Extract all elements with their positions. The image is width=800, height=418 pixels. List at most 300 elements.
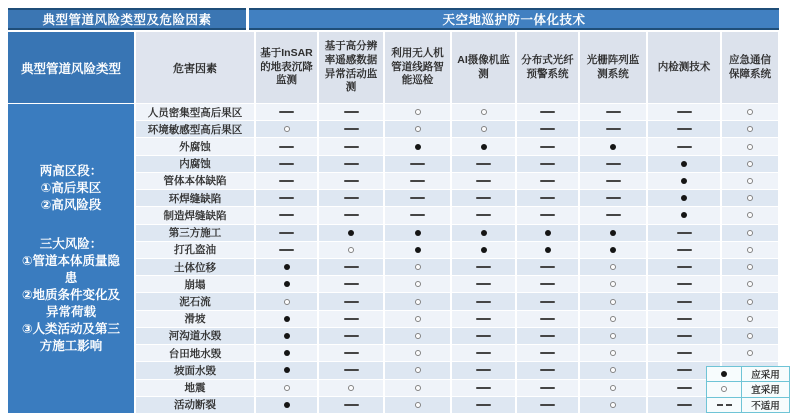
symbol-ring-icon xyxy=(415,350,421,356)
symbol-dash-icon xyxy=(540,111,555,113)
matrix-cell xyxy=(385,259,450,275)
matrix-cell xyxy=(722,156,778,172)
hazard-row xyxy=(136,380,778,397)
legend-symbol xyxy=(707,398,742,412)
matrix-cell xyxy=(452,311,515,327)
symbol-ring-icon xyxy=(610,333,616,339)
matrix-cell xyxy=(517,345,578,361)
matrix-cell xyxy=(580,121,646,137)
tech-column-header: 内检测技术 xyxy=(648,32,720,103)
matrix-cell xyxy=(256,276,317,292)
matrix-cell xyxy=(517,242,578,258)
symbol-dash-icon xyxy=(410,197,425,199)
matrix-cell xyxy=(452,242,515,258)
matrix-cell xyxy=(517,380,578,396)
matrix-cell xyxy=(580,190,646,206)
symbol-dash-icon xyxy=(476,214,491,216)
symbol-dash-icon xyxy=(344,266,359,268)
hazard-factor-label: 制造焊缝缺陷 xyxy=(136,207,254,223)
matrix-cell xyxy=(385,397,450,413)
symbol-dash-icon xyxy=(540,214,555,216)
legend-row xyxy=(707,398,789,412)
matrix-cell xyxy=(517,138,578,154)
matrix-cell xyxy=(722,276,778,292)
matrix-cell xyxy=(452,173,515,189)
legend-dot-icon xyxy=(721,371,727,377)
hazard-row xyxy=(136,259,778,276)
symbol-dash-icon xyxy=(606,111,621,113)
symbol-dash-icon xyxy=(344,335,359,337)
symbol-dash-icon xyxy=(677,232,692,234)
matrix-cell xyxy=(517,121,578,137)
symbol-dash-icon xyxy=(540,318,555,320)
symbol-dash-icon xyxy=(344,197,359,199)
hazard-factor-label: 内腐蚀 xyxy=(136,156,254,172)
matrix-cell xyxy=(722,259,778,275)
symbol-dash-icon xyxy=(677,146,692,148)
symbol-dot-icon xyxy=(284,333,290,339)
header-bar-integrated-technology-label: 天空地巡护防一体化技术 xyxy=(442,13,586,27)
symbol-dot-icon xyxy=(415,144,421,150)
symbol-dash-icon xyxy=(344,369,359,371)
symbol-ring-icon xyxy=(415,264,421,270)
risk-type-sidebar xyxy=(8,104,134,413)
symbol-ring-icon xyxy=(481,109,487,115)
matrix-cell xyxy=(722,121,778,137)
symbol-dot-icon xyxy=(284,281,290,287)
sidebar-section-title: 两高区段： xyxy=(39,163,103,178)
matrix-cell xyxy=(319,121,383,137)
matrix-cell xyxy=(648,207,720,223)
hazard-row xyxy=(136,242,778,259)
matrix-cell xyxy=(319,380,383,396)
matrix-cell xyxy=(452,225,515,241)
symbol-dash-icon xyxy=(606,128,621,130)
matrix-cell xyxy=(580,104,646,120)
symbol-dash-icon xyxy=(677,111,692,113)
sidebar-section xyxy=(17,236,125,355)
symbol-ring-icon xyxy=(747,230,753,236)
symbol-dot-icon xyxy=(481,247,487,253)
symbol-dash-icon xyxy=(476,352,491,354)
matrix-cell xyxy=(648,156,720,172)
tech-column-header: 基于高分辨率遥感数据异常活动监测 xyxy=(319,32,383,103)
symbol-ring-icon xyxy=(415,402,421,408)
symbol-dash-icon xyxy=(476,180,491,182)
symbol-ring-icon xyxy=(415,316,421,322)
symbol-dash-icon xyxy=(344,180,359,182)
symbol-dash-icon xyxy=(677,404,692,406)
legend-symbol xyxy=(707,382,742,396)
symbol-dash-icon xyxy=(540,301,555,303)
symbol-dash-icon xyxy=(476,266,491,268)
sidebar-item: ①管道本体质量隐患 xyxy=(21,253,121,285)
symbol-dash-icon xyxy=(540,387,555,389)
symbol-dot-icon xyxy=(415,247,421,253)
matrix-cell xyxy=(517,362,578,378)
symbol-dot-icon xyxy=(610,230,616,236)
matrix-cell xyxy=(517,397,578,413)
symbol-dash-icon xyxy=(279,180,294,182)
matrix-cell xyxy=(517,311,578,327)
symbol-dash-icon xyxy=(540,335,555,337)
hazard-factor-label: 环境敏感型高后果区 xyxy=(136,121,254,137)
symbol-dot-icon xyxy=(681,161,687,167)
symbol-dash-icon xyxy=(279,214,294,216)
symbol-dot-icon xyxy=(284,316,290,322)
hazard-factor-label: 环焊缝缺陷 xyxy=(136,190,254,206)
symbol-dash-icon xyxy=(476,369,491,371)
legend-ddash-icon xyxy=(717,404,732,406)
hazard-factor-label: 人员密集型高后果区 xyxy=(136,104,254,120)
hazard-row xyxy=(136,276,778,293)
legend-label: 不适用 xyxy=(751,400,780,412)
matrix-cell xyxy=(256,190,317,206)
sidebar-section xyxy=(17,163,125,214)
legend-row xyxy=(707,367,789,382)
matrix-cell xyxy=(452,397,515,413)
symbol-ring-icon xyxy=(415,333,421,339)
matrix-cell xyxy=(319,397,383,413)
matrix-cell xyxy=(319,293,383,309)
matrix-cell xyxy=(517,293,578,309)
symbol-dash-icon xyxy=(476,163,491,165)
symbol-dash-icon xyxy=(344,111,359,113)
symbol-ring-icon xyxy=(284,126,290,132)
symbol-dot-icon xyxy=(610,144,616,150)
symbol-dash-icon xyxy=(677,249,692,251)
hazard-factor-label: 打孔盗油 xyxy=(136,242,254,258)
matrix-cell xyxy=(385,225,450,241)
hazard-factor-label: 土体位移 xyxy=(136,259,254,275)
matrix-cell xyxy=(452,276,515,292)
hazard-row xyxy=(136,156,778,173)
hazard-row xyxy=(136,207,778,224)
matrix-cell xyxy=(385,121,450,137)
matrix-cell xyxy=(385,138,450,154)
symbol-ring-icon xyxy=(481,126,487,132)
symbol-legend xyxy=(706,366,790,413)
matrix-cell xyxy=(580,225,646,241)
symbol-ring-icon xyxy=(747,161,753,167)
matrix-cell xyxy=(256,156,317,172)
symbol-dash-icon xyxy=(476,404,491,406)
symbol-dash-icon xyxy=(677,352,692,354)
matrix-cell xyxy=(722,173,778,189)
symbol-ring-icon xyxy=(415,126,421,132)
sidebar-item: ①高后果区 xyxy=(40,180,102,195)
matrix-cell xyxy=(517,207,578,223)
symbol-ring-icon xyxy=(348,385,354,391)
tech-column-header: 分布式光纤预警系统 xyxy=(517,32,578,103)
matrix-cell xyxy=(648,173,720,189)
symbol-dash-icon xyxy=(344,301,359,303)
symbol-dash-icon xyxy=(410,163,425,165)
hazard-row xyxy=(136,345,778,362)
symbol-ring-icon xyxy=(284,385,290,391)
symbol-ring-icon xyxy=(747,144,753,150)
symbol-ring-icon xyxy=(415,385,421,391)
hazard-factor-label: 泥石流 xyxy=(136,293,254,309)
symbol-dot-icon xyxy=(545,247,551,253)
symbol-dash-icon xyxy=(540,163,555,165)
hazard-factor-label: 地震 xyxy=(136,380,254,396)
matrix-cell xyxy=(722,138,778,154)
symbol-dash-icon xyxy=(279,232,294,234)
matrix-cell xyxy=(256,328,317,344)
symbol-dash-icon xyxy=(540,404,555,406)
symbol-dash-icon xyxy=(279,163,294,165)
tech-column-header: 应急通信保障系统 xyxy=(722,32,778,103)
matrix-cell xyxy=(722,311,778,327)
symbol-ring-icon xyxy=(415,299,421,305)
matrix-cell xyxy=(256,380,317,396)
symbol-dot-icon xyxy=(610,247,616,253)
column-header-hazard-factor xyxy=(136,32,254,103)
matrix-cell xyxy=(256,225,317,241)
matrix-cell xyxy=(319,242,383,258)
symbol-ring-icon xyxy=(747,316,753,322)
symbol-ring-icon xyxy=(348,247,354,253)
symbol-ring-icon xyxy=(610,281,616,287)
matrix-cell xyxy=(452,104,515,120)
symbol-dot-icon xyxy=(681,212,687,218)
symbol-dash-icon xyxy=(279,197,294,199)
matrix-cell xyxy=(648,311,720,327)
matrix-cell xyxy=(385,242,450,258)
legend-symbol xyxy=(707,367,742,381)
symbol-dot-icon xyxy=(681,178,687,184)
matrix-cell xyxy=(452,345,515,361)
matrix-cell xyxy=(722,328,778,344)
symbol-dash-icon xyxy=(677,283,692,285)
matrix-cell xyxy=(517,328,578,344)
hazard-row xyxy=(136,190,778,207)
symbol-dot-icon xyxy=(284,350,290,356)
symbol-dash-icon xyxy=(279,146,294,148)
matrix-cell xyxy=(580,242,646,258)
symbol-ring-icon xyxy=(747,212,753,218)
header-bar-integrated-technology xyxy=(249,8,779,30)
matrix-cell xyxy=(580,156,646,172)
symbol-ring-icon xyxy=(747,350,753,356)
matrix-cell xyxy=(319,345,383,361)
symbol-ring-icon xyxy=(747,264,753,270)
matrix-cell xyxy=(256,121,317,137)
matrix-cell xyxy=(648,138,720,154)
matrix-cell xyxy=(517,190,578,206)
matrix-cell xyxy=(722,225,778,241)
hazard-row xyxy=(136,293,778,310)
hazard-factor-label: 台田地水毁 xyxy=(136,345,254,361)
symbol-ring-icon xyxy=(610,264,616,270)
matrix-cell xyxy=(452,259,515,275)
symbol-dash-icon xyxy=(540,352,555,354)
matrix-cell xyxy=(385,362,450,378)
symbol-dash-icon xyxy=(476,301,491,303)
matrix-cell xyxy=(319,328,383,344)
symbol-ring-icon xyxy=(415,281,421,287)
matrix-cell xyxy=(580,380,646,396)
symbol-dash-icon xyxy=(344,128,359,130)
hazard-factor-label: 滑坡 xyxy=(136,311,254,327)
symbol-ring-icon xyxy=(610,350,616,356)
matrix-cell xyxy=(517,156,578,172)
matrix-cell xyxy=(648,276,720,292)
symbol-ring-icon xyxy=(747,281,753,287)
hazard-row xyxy=(136,138,778,155)
symbol-dash-icon xyxy=(677,318,692,320)
matrix-cell xyxy=(452,156,515,172)
matrix-cell xyxy=(319,138,383,154)
symbol-dash-icon xyxy=(540,128,555,130)
matrix-cell xyxy=(385,173,450,189)
hazard-factor-label: 管体本体缺陷 xyxy=(136,173,254,189)
matrix-cell xyxy=(319,207,383,223)
symbol-dot-icon xyxy=(681,195,687,201)
symbol-ring-icon xyxy=(747,247,753,253)
legend-label: 应采用 xyxy=(751,370,780,382)
matrix-cell xyxy=(580,293,646,309)
matrix-cell xyxy=(385,276,450,292)
symbol-ring-icon xyxy=(747,109,753,115)
symbol-dot-icon xyxy=(284,402,290,408)
hazard-factor-label: 崩塌 xyxy=(136,276,254,292)
symbol-dash-icon xyxy=(677,301,692,303)
symbol-dash-icon xyxy=(344,318,359,320)
symbol-dash-icon xyxy=(476,335,491,337)
matrix-cell xyxy=(256,345,317,361)
tech-column-header: AI摄像机监测 xyxy=(452,32,515,103)
matrix-cell xyxy=(256,397,317,413)
symbol-dash-icon xyxy=(279,249,294,251)
matrix-cell xyxy=(517,104,578,120)
matrix-cell xyxy=(580,207,646,223)
header-bar-risk-types xyxy=(8,8,246,30)
matrix-cell xyxy=(722,190,778,206)
symbol-ring-icon xyxy=(284,299,290,305)
symbol-dash-icon xyxy=(540,266,555,268)
matrix-cell xyxy=(722,293,778,309)
matrix-cell xyxy=(256,104,317,120)
matrix-cell xyxy=(517,276,578,292)
matrix-cell xyxy=(648,293,720,309)
sidebar-section-title: 三大风险： xyxy=(39,236,103,251)
matrix-cell xyxy=(319,104,383,120)
symbol-dash-icon xyxy=(677,335,692,337)
hazard-factor-label: 坡面水毁 xyxy=(136,362,254,378)
matrix-cell xyxy=(319,225,383,241)
symbol-dash-icon xyxy=(540,283,555,285)
symbol-dash-icon xyxy=(344,146,359,148)
tech-column-header: 光栅阵列监测系统 xyxy=(580,32,646,103)
column-header-risk-type-label: 典型管道风险类型 xyxy=(20,61,121,76)
matrix-cell xyxy=(580,138,646,154)
matrix-cell xyxy=(648,225,720,241)
matrix-cell xyxy=(580,276,646,292)
matrix-cell xyxy=(385,380,450,396)
tech-column-header: 基于InSAR的地表沉降监测 xyxy=(256,32,317,103)
hazard-factor-label: 活动断裂 xyxy=(136,397,254,413)
matrix-cell xyxy=(256,242,317,258)
symbol-dash-icon xyxy=(476,387,491,389)
symbol-ring-icon xyxy=(610,299,616,305)
matrix-cell xyxy=(580,362,646,378)
matrix-cell xyxy=(580,397,646,413)
matrix-cell xyxy=(385,190,450,206)
matrix-cell xyxy=(648,121,720,137)
matrix-cell xyxy=(648,328,720,344)
symbol-dash-icon xyxy=(606,163,621,165)
symbol-ring-icon xyxy=(747,299,753,305)
legend-label: 宜采用 xyxy=(751,385,780,397)
matrix-cell xyxy=(319,173,383,189)
hazard-factor-label: 河沟道水毁 xyxy=(136,328,254,344)
symbol-ring-icon xyxy=(747,178,753,184)
matrix-cell xyxy=(517,259,578,275)
hazard-row xyxy=(136,311,778,328)
symbol-dot-icon xyxy=(481,230,487,236)
legend-row xyxy=(707,382,789,397)
matrix-cell xyxy=(319,362,383,378)
matrix-cell xyxy=(517,173,578,189)
matrix-cell xyxy=(648,242,720,258)
matrix-cell xyxy=(580,328,646,344)
symbol-dash-icon xyxy=(476,283,491,285)
hazard-row xyxy=(136,362,778,379)
symbol-dash-icon xyxy=(410,180,425,182)
matrix-cell xyxy=(319,276,383,292)
matrix-cell xyxy=(385,293,450,309)
symbol-dash-icon xyxy=(677,369,692,371)
symbol-dash-icon xyxy=(344,404,359,406)
symbol-dash-icon xyxy=(540,197,555,199)
symbol-dash-icon xyxy=(410,214,425,216)
symbol-ring-icon xyxy=(610,367,616,373)
matrix-cell xyxy=(452,190,515,206)
matrix-cell xyxy=(385,345,450,361)
column-header-risk-type xyxy=(8,32,134,103)
matrix-cell xyxy=(385,156,450,172)
symbol-ring-icon xyxy=(415,109,421,115)
symbol-dash-icon xyxy=(606,214,621,216)
column-header-hazard-factor-label: 危害因素 xyxy=(173,62,217,75)
matrix-cell xyxy=(517,225,578,241)
sidebar-item: ②高风险段 xyxy=(40,197,102,212)
matrix-cell xyxy=(722,345,778,361)
symbol-ring-icon xyxy=(747,126,753,132)
matrix-cell xyxy=(580,173,646,189)
matrix-cell xyxy=(319,259,383,275)
symbol-dash-icon xyxy=(606,180,621,182)
symbol-dash-icon xyxy=(476,197,491,199)
symbol-dash-icon xyxy=(606,197,621,199)
matrix-cell xyxy=(256,362,317,378)
symbol-dot-icon xyxy=(481,144,487,150)
matrix-cell xyxy=(319,156,383,172)
symbol-dash-icon xyxy=(677,387,692,389)
matrix-cell xyxy=(385,311,450,327)
matrix-cell xyxy=(648,259,720,275)
hazard-row xyxy=(136,121,778,138)
matrix-cell xyxy=(452,328,515,344)
symbol-ring-icon xyxy=(747,333,753,339)
technology-column-headers xyxy=(256,32,778,103)
matrix-cell xyxy=(385,104,450,120)
sidebar-item: ③人类活动及第三方施工影响 xyxy=(21,321,121,353)
matrix-cell xyxy=(452,293,515,309)
matrix-cell xyxy=(580,345,646,361)
